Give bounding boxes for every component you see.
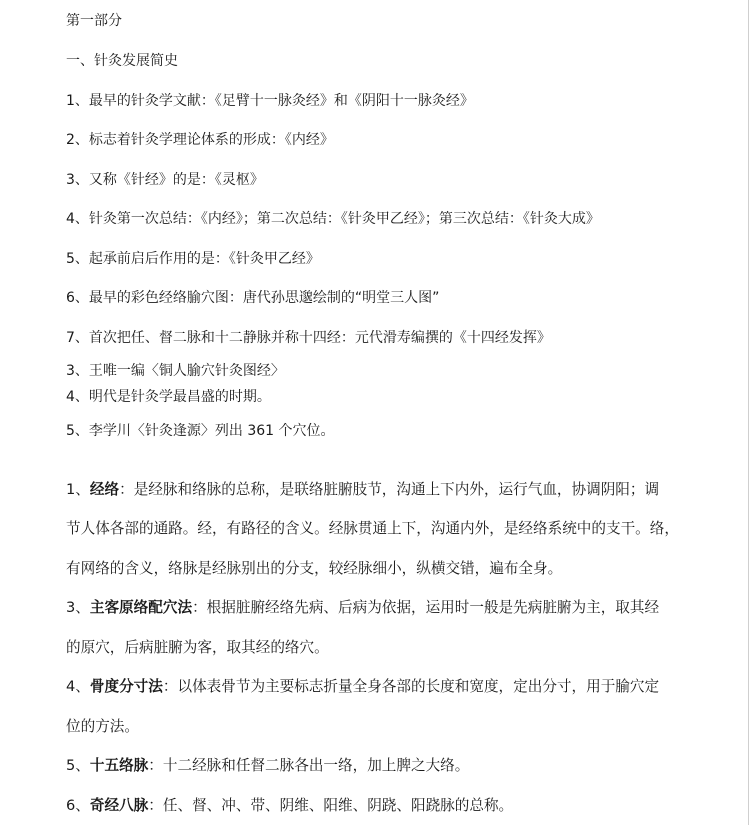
list-item: 3、王唯一编〈铜人腧穴针灸图经〉 — [66, 363, 285, 379]
definition-zhuke — [66, 598, 659, 618]
list-item: 4、明代是针灸学最昌盛的时期。 — [66, 389, 271, 405]
list-item: 2、标志着针灸学理论体系的形成：《内经》 — [66, 132, 334, 148]
definition-text: 的原穴，后病脏腑为客，取其经的络穴。 — [66, 639, 329, 656]
definition-text: 有网络的含义，络脉是经脉别出的分支，较经脉细小，纵横交错，遍布全身。 — [66, 560, 563, 577]
term-label: 主客原络配穴法 — [89, 599, 193, 616]
list-item: 7、首次把任、督二脉和十二静脉并称十四经：元代滑寿编撰的《十四经发挥》 — [66, 330, 551, 346]
definition-text: ：根据脏腑经络先病、后病为依据，运用时一般是先病脏腑为主，取其经 — [192, 599, 660, 616]
term-label: 经络 — [89, 481, 120, 498]
definition-text: ：任、督、冲、带、阴维、阳维、阴跷、阳跷脉的总称。 — [148, 797, 514, 814]
list-item: 3、又称《针经》的是：《灵枢》 — [66, 172, 264, 188]
definition-text: 节人体各部的通路。经，有路径的含义。经脉贯通上下，沟通内外，是经络系统中的支干。络， — [66, 520, 679, 537]
list-item: 4、针灸第一次总结：《内经》；第二次总结：《针灸甲乙经》；第三次总结：《针灸大成》 — [66, 211, 600, 227]
term-label: 十五络脉 — [89, 757, 149, 774]
definition-text: 位的方法。 — [66, 718, 139, 735]
item-number: 4、 — [66, 678, 90, 695]
section-title: 第一部分 — [66, 13, 122, 29]
section-heading: 一、针灸发展简史 — [66, 53, 178, 69]
list-item: 5、李学川〈针灸逢源〉列出 361 个穴位。 — [66, 423, 335, 439]
page-right-border — [748, 0, 749, 825]
item-number: 1、 — [66, 481, 90, 498]
item-number: 6、 — [66, 797, 90, 814]
list-item: 1、最早的针灸学文献：《足臂十一脉灸经》和《阴阳十一脉灸经》 — [66, 93, 474, 109]
definition-text: ：是经脉和络脉的总称，是联络脏腑肢节，沟通上下内外，运行气血，协调阴阳；调 — [119, 481, 660, 498]
term-label: 奇经八脉 — [89, 797, 149, 814]
definition-text: ：以体表骨节为主要标志折量全身各部的长度和宽度，定出分寸，用于腧穴定 — [162, 678, 660, 695]
definition-jingluo — [66, 480, 659, 500]
item-number: 3、 — [66, 599, 90, 616]
definition-text: ：十二经脉和任督二脉各出一络，加上脾之大络。 — [148, 757, 470, 774]
list-item: 5、起承前启后作用的是：《针灸甲乙经》 — [66, 251, 320, 267]
term-label: 骨度分寸法 — [89, 678, 163, 695]
definition-qijing — [66, 796, 513, 816]
item-number: 5、 — [66, 757, 90, 774]
definition-shiwu — [66, 756, 469, 776]
list-item: 6、最早的彩色经络腧穴图：唐代孙思邈绘制的“明堂三人图” — [66, 290, 440, 306]
definition-gudu — [66, 677, 659, 697]
